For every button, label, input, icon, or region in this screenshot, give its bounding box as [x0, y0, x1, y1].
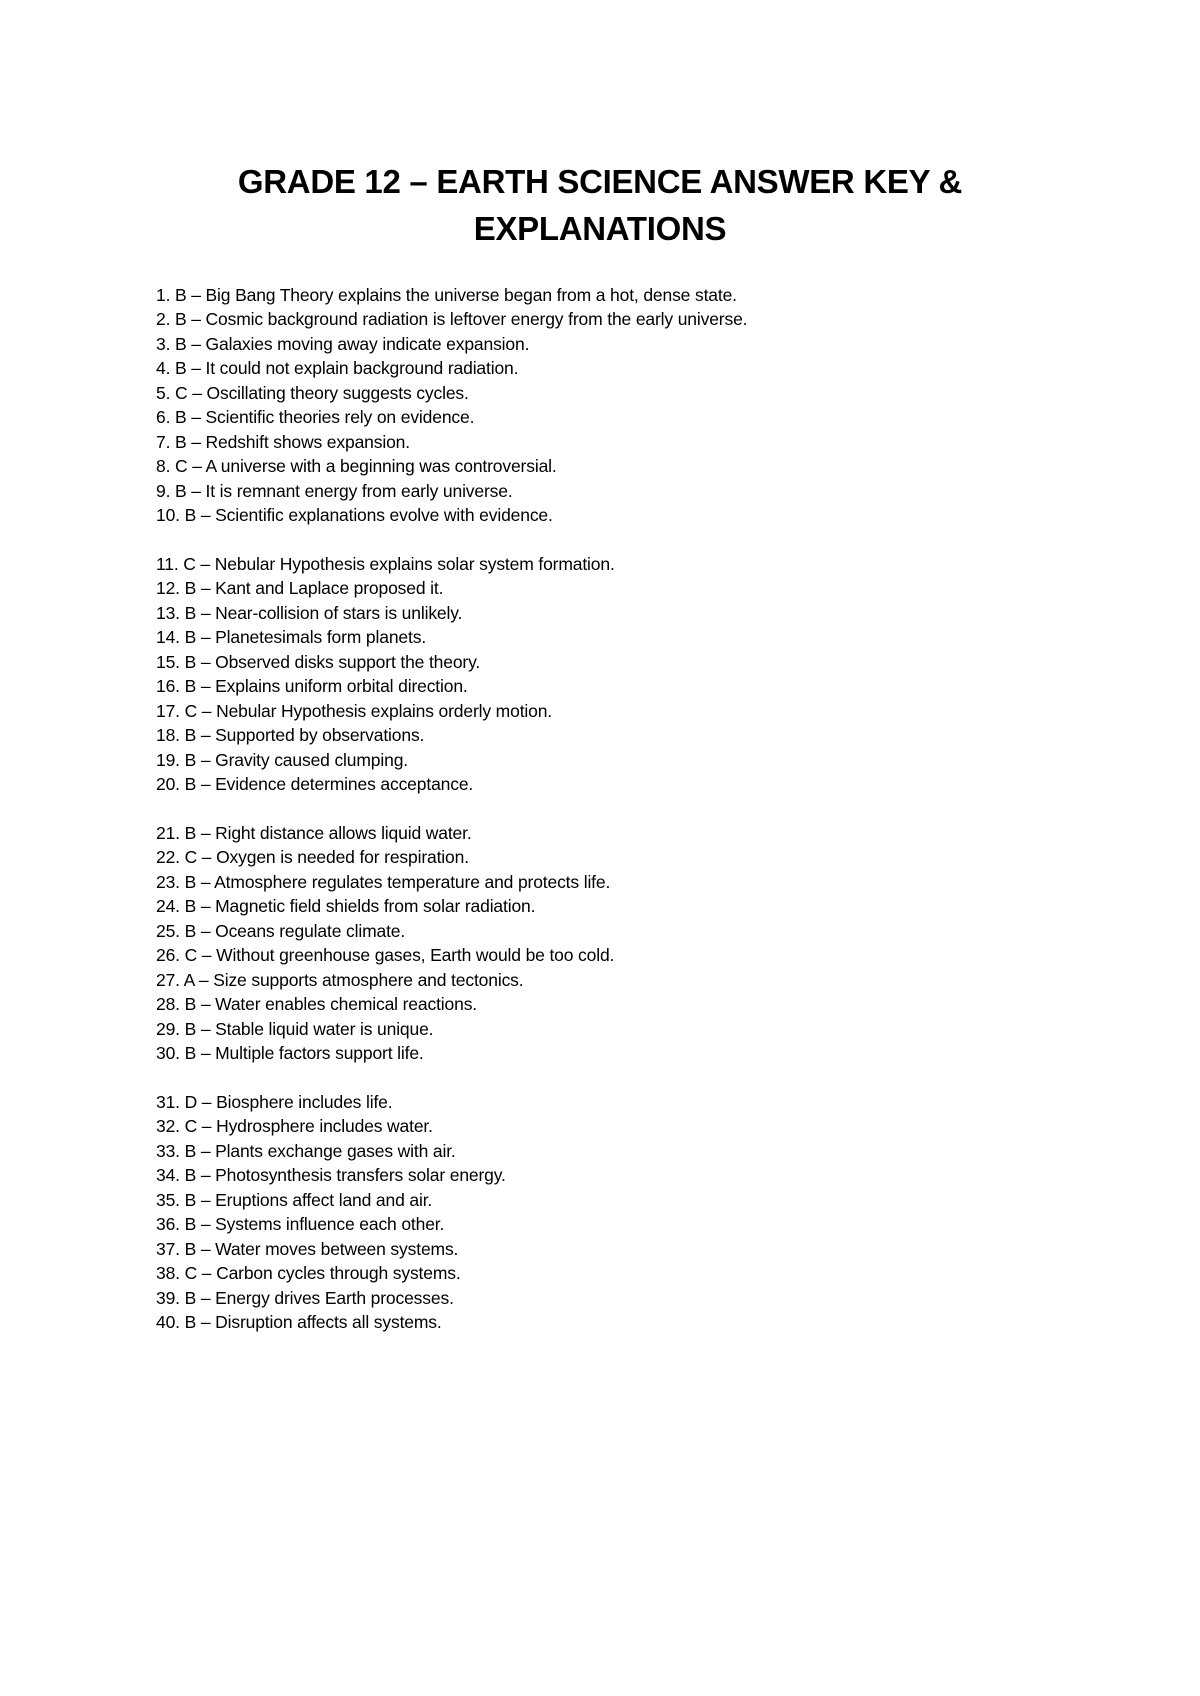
answer-item: 10. B – Scientific explanations evolve with evidence.: [156, 505, 553, 526]
answer-item: 24. B – Magnetic field shields from solar radiation.: [156, 896, 536, 917]
answer-item: 22. C – Oxygen is needed for respiration.: [156, 847, 469, 868]
answer-item: 31. D – Biosphere includes life.: [156, 1091, 393, 1112]
answer-item: 14. B – Planetesimals form planets.: [156, 627, 427, 648]
answer-item: 23. B – Atmosphere regulates temperature and protects life.: [156, 871, 611, 892]
answer-item: 15. B – Observed disks support the theory.: [156, 651, 481, 672]
answer-item: 4. B – It could not explain background radiation.: [156, 358, 519, 379]
title-line-2: EXPLANATIONS: [473, 210, 727, 247]
answer-item: 39. B – Energy drives Earth processes.: [156, 1287, 454, 1308]
answer-item: 13. B – Near-collision of stars is unlikely.: [156, 602, 463, 623]
answer-item: 20. B – Evidence determines acceptance.: [156, 774, 474, 795]
answer-item: 5. C – Oscillating theory suggests cycles.: [156, 382, 469, 403]
answer-item: 9. B – It is remnant energy from early universe.: [156, 480, 513, 501]
answer-item: 11. C – Nebular Hypothesis explains solar system formation.: [156, 553, 615, 574]
answer-list: [156, 283, 1116, 1334]
answer-item: 26. C – Without greenhouse gases, Earth would be too cold.: [156, 945, 615, 966]
answer-item: 1. B – Big Bang Theory explains the universe began from a hot, dense state.: [156, 285, 737, 305]
answer-item: 16. B – Explains uniform orbital direction.: [156, 676, 468, 697]
answer-item: 17. C – Nebular Hypothesis explains orderly motion.: [156, 700, 553, 721]
answer-item: 33. B – Plants exchange gases with air.: [156, 1140, 456, 1161]
answer-item: 18. B – Supported by observations.: [156, 725, 425, 746]
answer-item: 2. B – Cosmic background radiation is leftover energy from the early universe.: [156, 309, 748, 330]
answer-item: 7. B – Redshift shows expansion.: [156, 431, 410, 452]
answer-item: 12. B – Kant and Laplace proposed it.: [156, 578, 444, 599]
answer-item: 19. B – Gravity caused clumping.: [156, 749, 408, 770]
answer-item: 8. C – A universe with a beginning was controversial.: [156, 456, 557, 477]
answer-item: 38. C – Carbon cycles through systems.: [156, 1263, 461, 1284]
answer-item: 37. B – Water moves between systems.: [156, 1238, 459, 1259]
answer-item: 25. B – Oceans regulate climate.: [156, 920, 406, 941]
answer-item: 36. B – Systems influence each other.: [156, 1214, 445, 1235]
answer-item: 34. B – Photosynthesis transfers solar energy.: [156, 1165, 506, 1186]
answer-item: 27. A – Size supports atmosphere and tectonics.: [156, 969, 524, 990]
answer-item: 21. B – Right distance allows liquid water.: [156, 822, 472, 843]
answer-item: 3. B – Galaxies moving away indicate expansion.: [156, 333, 530, 354]
answer-item: 35. B – Eruptions affect land and air.: [156, 1189, 433, 1210]
answer-item: 6. B – Scientific theories rely on evidence.: [156, 407, 475, 428]
page-title: [140, 158, 1060, 252]
answer-item: 30. B – Multiple factors support life.: [156, 1043, 424, 1064]
answer-item: 32. C – Hydrosphere includes water.: [156, 1116, 433, 1137]
answer-item: 29. B – Stable liquid water is unique.: [156, 1018, 434, 1039]
answer-item: 40. B – Disruption affects all systems.: [156, 1311, 442, 1332]
title-line-1: GRADE 12 – EARTH SCIENCE ANSWER KEY &: [237, 163, 963, 200]
answer-item: 28. B – Water enables chemical reactions.: [156, 994, 478, 1015]
